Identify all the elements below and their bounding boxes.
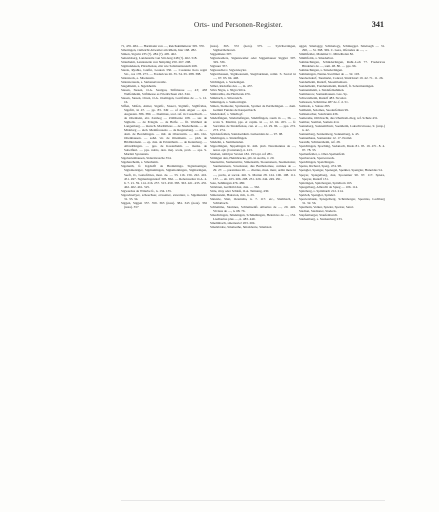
index-entry: Siuensitiw, Siemensitiw, Simensstm, Siouensteen, Suemensirer, Suemensteen, Savensteer, dus Bartholomae, comnes de — 29. 27. — parantissa 20. — cherius, mon. merr, ordin mere in —, prebs, et sacrat. mil. S. Marian 28. 124. 106. 108. 111. 137. — alt. 105. 206. 208. 231. 226. 244. 249. 291. <box>210 160 296 181</box>
index-entry: Sohmachingen, Schniderlingen, Ruht.-Loh 77. Fredericus Bindelers de —, sam. 48. 80. — pps. 96. <box>299 60 385 69</box>
index-entry: Siggen, Siggen 357. 359. 363 (note). 384. 345 (nota). 356 (nota). 357 <box>121 200 207 209</box>
index-entry: Sonnensheim, s. Sindefelnahmen. <box>299 88 345 93</box>
index-entry: uggel, Smalaggy, Schmalogy, Schmuggel. Smelsegh — 31. 290, — St. 368. 369. C. Gere, Oferudes de —, ... <box>299 44 385 53</box>
index-entry: Spitzingen, Spitzbergen, Spitzhorn 163. <box>299 180 353 185</box>
index-entry: Sollessen, Schmitloe 487 de. f. d. 51. <box>299 100 349 105</box>
index-entry: Sirlsbren, Gerbbild dux, dux. — 362. <box>210 184 260 189</box>
index-entry: Simon, Sigwin 235 (?). 284 (?). 495. 462. <box>121 52 177 57</box>
index-entry: Speiss, Richard, Sperg. 474. 98. <box>299 164 342 169</box>
index-entry: Silchingen, s. Sorneingen. <box>210 80 246 85</box>
index-entry: Starkenberg, s. Starkenberg 233. <box>299 216 343 221</box>
page-bottom-rule <box>121 500 385 502</box>
index-entry: Sitterheim, Landesteile von Simpling 250. 267. 298. <box>121 60 192 65</box>
index-entry: Sindelsdorf, s. Smidloyf. <box>210 112 244 117</box>
index-entry: Simbrathia, die Hertlerek 476. <box>210 92 251 97</box>
index-entry: Stapfenberger, Staufenburch. <box>299 212 338 217</box>
index-entry: Spitzberg, s. Spitzhardt 212. 214. <box>299 188 344 193</box>
index-entry: Simon, Siemoder, Syemonde, Syemoi de Perthelingen. — dom. Gemini Fundas de Kaupertbach. <box>210 104 296 113</box>
index-entry: Siesla, Ryahia, Grafin, Leokan 350. — Costanze hora regni Sic., cos 178. 273. — Fredericus 26. 35. 54. 65. 288. 398. <box>121 68 207 77</box>
index-entry: Somber, Sombei, Someis 414. <box>299 120 340 125</box>
index-entry: Sohmachingen, s. Sniederlingen. <box>299 68 343 73</box>
index-entry: Solitudo, s. Suisse 283. <box>299 104 331 109</box>
index-entry: Sidersteck, e. Sibenstein. <box>121 76 155 81</box>
index-entry: Simningen, s. Sumorringin. <box>210 100 247 105</box>
index-entry: Slatzele, Slatt, Ozernsha, n. 7. 117. etc., Slathbach, s. Schlatbach. <box>210 196 296 205</box>
index-entry: Spiegelberg, Albrecht de Spieg — 106. 114. <box>299 184 358 189</box>
index-entry: Sibotingen, vielleicht Abweiler am Rhein, hier 168. 282. <box>121 48 197 53</box>
index-entry: Sollnenacher, Solebrunn 436. <box>299 112 339 117</box>
index-entry: Sommerow, Sonneshausen. Gas. Sp. <box>299 92 348 97</box>
index-entry: Spörleh, Spengler, Spindel. <box>299 192 336 197</box>
index-entry: Smithfelder, Manmier C. Mittelholen 82. <box>299 52 354 57</box>
index-entry: Spielbein, Volker, Spieler, Speirer, Sanct. <box>299 204 355 209</box>
index-column-2 <box>210 44 296 499</box>
index-entry: Sonnenhaus, Sonnendaz 12. 17. Eremd. <box>299 136 353 141</box>
index-entry: Siffen, Sibfen, Almer, Sigalfr., Sissert, Sigmtfr., Sigilfridus, Sigefrit, in 47. — pp. 83. 349 — of dum Algen — eps. Augustan. 386. 380. — Dominus, scol. ref. in Cosselbach. — de Ottenbein, ebr. Zanbog — Zittliberne 108. — ser. de Sigholts. — de Erlagin. — de Helfe. — fil. Waltheri de Langenberg. — marsch. Maribilleus — de Niederhersk. — de Midelorg — aleb. Meinfrousens — de Regensburg. — de — dom. de Bordelingen. — mil. de Oberstetin. — abb. Ost-Ottenhausen. — sohd. vir. de Ottenhenn. — plsh. de Bildbindsein. — ep. dux. de Ertsinthem. — de Keienberg. — Albreitlingen. — pps. de Kosterheim. — marks. de Sobelfieri. — pps. nobis, don. maj. scola, prab. — aps. S. Martini Syonensis. <box>121 104 207 157</box>
index-entry: Sorenhi, Schmersheim, ref. 28. <box>299 140 341 145</box>
index-entry: Schlemme, Slomnes, Schlemsenfi. Albertus de —, 29. 426. Vivisus de —, n. 68. 76. <box>210 204 296 213</box>
page-title: Orts- und Personen-Register. <box>194 21 283 29</box>
index-entry: Siegelheim, s. Sigelsheim. <box>121 84 157 89</box>
index-entry: Sohmeingen, Nenne-Swelliner de — 32. 103. <box>299 72 360 77</box>
index-entry: Sidersteraude, s. Siebenertswalde. <box>121 80 167 85</box>
index-entry: Sippollingen, Sippelingen R. 446. plab. Neremannus de —, notar. epl. (Constanz), n. 413. <box>210 144 296 153</box>
index-entry: Sonnenberg, Sonnenberg, Sonnenberg, n. 43. <box>299 132 360 137</box>
index-entry: Sneckelsdorf, Tuomarkt, Conrad, Sindrlstorl 19. 42. 71. 11. 26. <box>299 76 384 81</box>
index-entry: Sonderheim, Rudolf, Snoemlomsen. <box>299 80 348 85</box>
index-entry: Siggenheus 307. <box>210 52 233 57</box>
index-entry: Sireben, rubblyer Savien 182. 193 epl. ref 281. <box>210 152 273 157</box>
index-entry: Seitzelsberg, Landesteile von Sitt-berg 248 (?). 462. 518. <box>121 56 198 61</box>
index-entry: Smithfolds, s. Smederbur. <box>299 56 334 61</box>
index-entry: 71, 435. 484. — Hartmann von —, Reichskämmerer 305. 370. <box>121 44 205 48</box>
index-entry: Somerehe, Ottbbrecht, dus Uheibreh-cheg, ref. Schule 431. <box>299 116 379 121</box>
index-entry: Sindelin, s. Summanslen. <box>210 140 244 145</box>
index-entry: Sparberseck, Sparwerseck. <box>299 156 335 161</box>
index-entry: Siesen, Siesen, Orren, O.A. Oselingen, Gottfridus de — v. 12. 16. <box>121 96 207 105</box>
index-entry: Sigelanth, fr. Kgdsdfl de Bremminga. Sigismontiger, Sigismontiger, Sigmuntingen, Sigismontingen, Sigmaringen, Seeft, O., Gottofrities, mon. de. — 33. 116. 156. 222. 416. 451. 497. Sigmaringendorf 305. 862. — Rebenweiler O.A. 4. 6. 7. 21. 59. 114. 216. 257. 313. 450. 383. 363. 421. 433. 455. 462. 402. 461. 525. <box>121 164 207 189</box>
index-entry: Siesen, Siesen, O.A. Saulgau, Stiftmesse —, 43; 438 Welfenheim, Stiftmesse es Friedrichsen 242. 344. <box>121 88 207 97</box>
index-entry: Stadion, Stadioner, Stadeck. <box>299 208 337 213</box>
index-entry: Soltheim, Solomes, Seoderfeliten 99. <box>299 108 349 113</box>
index-entry: Smalsbrabe, Smalsethe, Smalsberte, Smalsten <box>210 224 272 229</box>
index-column-3 <box>299 44 385 499</box>
index-entry: Sonneberg, Sonnemthwir, Soenheim, Lakschvstrosse, 9. (ursp.) n. 42. <box>299 124 385 133</box>
index-entry: Spaichingen, Spaching, Sadanach, Dudo 81. 95. 19. 471. 8. 4. 97. 78. 33. <box>299 144 385 153</box>
index-entry: Siglertbausen, Signbeaurem, Siegtburnnen, remit. S. Sacrel in —, 97. 93. 94. 448. <box>210 72 296 81</box>
index-entry: Syndolofelden, Saindoeldum. Luileenlan de — 97. 98. <box>210 132 283 137</box>
index-entry: Sigewinerlyer, scheechser, exwenter, exwenter, s. Sigemunder 31. 33. 34. <box>121 192 207 201</box>
index-entry: Siglauweilers, Sigunsweiler oder Siggenlauser Siggler 307. 329. 336. <box>210 56 296 65</box>
page-header <box>120 20 384 35</box>
index-entry: Smelinbach, smernorte! 203. 204. <box>210 220 256 225</box>
page-number: 341 <box>371 20 384 29</box>
index-entry: Sittingen den, Heimbrucke, plb. in Aecha, v. 20. <box>210 156 275 161</box>
index-entry: (nota). 365. 372 (nota). 375. — Sylvibertingen, Sigiberthebrewn. <box>210 44 296 53</box>
index-entry: Sole, Sehhingen 476. 480. <box>210 180 246 185</box>
index-entry: Sonderheim, Fondurusheim, Rudolf, fr. Sebermaningen. <box>299 84 375 89</box>
index-entry: Sigeharzheim, s. Siberheim. <box>121 160 159 165</box>
index-entry: Spengler, Spenger, Spenegel, Spenher, Spengler, Hunoldas 54. <box>299 168 383 173</box>
index-entry: Siglouschet r. Sigwiuwyler. <box>210 68 247 73</box>
index-entry: Sirle, ritay oder Schloß, O.A. Tettnang, 430. <box>210 188 270 193</box>
index-entry: Sigmundeuen, Pürschenau, ebn wie Salzmannsreuth 268. <box>121 64 198 69</box>
index-column-1 <box>121 44 207 499</box>
index-entry: Speyer, Spiegelberg, dux, Sporenner 90. 97. 117. Spiera, Speyer, Rudolf 131. <box>299 172 385 181</box>
index-entry: Siglauer 357. <box>210 64 228 69</box>
index-entry: Speichingen, Speichingen. <box>299 160 335 165</box>
index-entry: Simmach, s. Silwereich. <box>210 96 243 101</box>
index-entry: Sigebartenhausen, Sidersbrasche 354. <box>121 156 172 161</box>
index-entry: Silva Nigra, s. Nigra Silva. <box>210 88 247 93</box>
index-entry: Schwarzheim, Rudolf 483. Sicotter. <box>299 96 347 101</box>
index-entry: Spaltenfelder, s. Ober-Spaltenfeld. <box>299 152 346 157</box>
index-entry: Sportersbank, Spiegelberg, Schönberger, Sporniss, Lachberg 31. 32. 56. <box>299 196 385 205</box>
index-entry: Sigwardus de Wilerbe fr., n. 134. 135. <box>121 188 172 193</box>
index-entry: Simonstein, Haireton, mil., n. 29. <box>210 192 255 197</box>
index-entry: Smachringen, Smekingen, Schmehingen, Helericus de —, 152. Liedbertus plus —, n. 483. 440. <box>210 212 296 221</box>
index-entry: Sindringen, s. Sindelfingen. <box>210 136 248 141</box>
index-entry: Silber, Radolfus des —, m. 437. <box>210 84 253 89</box>
index-entry: Sindelfingen, Sindalrefingen, Sindilfingen, roum in —, 36. — scola S. Martini, pps. et capitu. in —, 12. 64. 455. — fr. Sortridus de Sindelfenau, can. et —, 12. 29. 96. — pps. 272. 273. 274. <box>210 116 296 133</box>
